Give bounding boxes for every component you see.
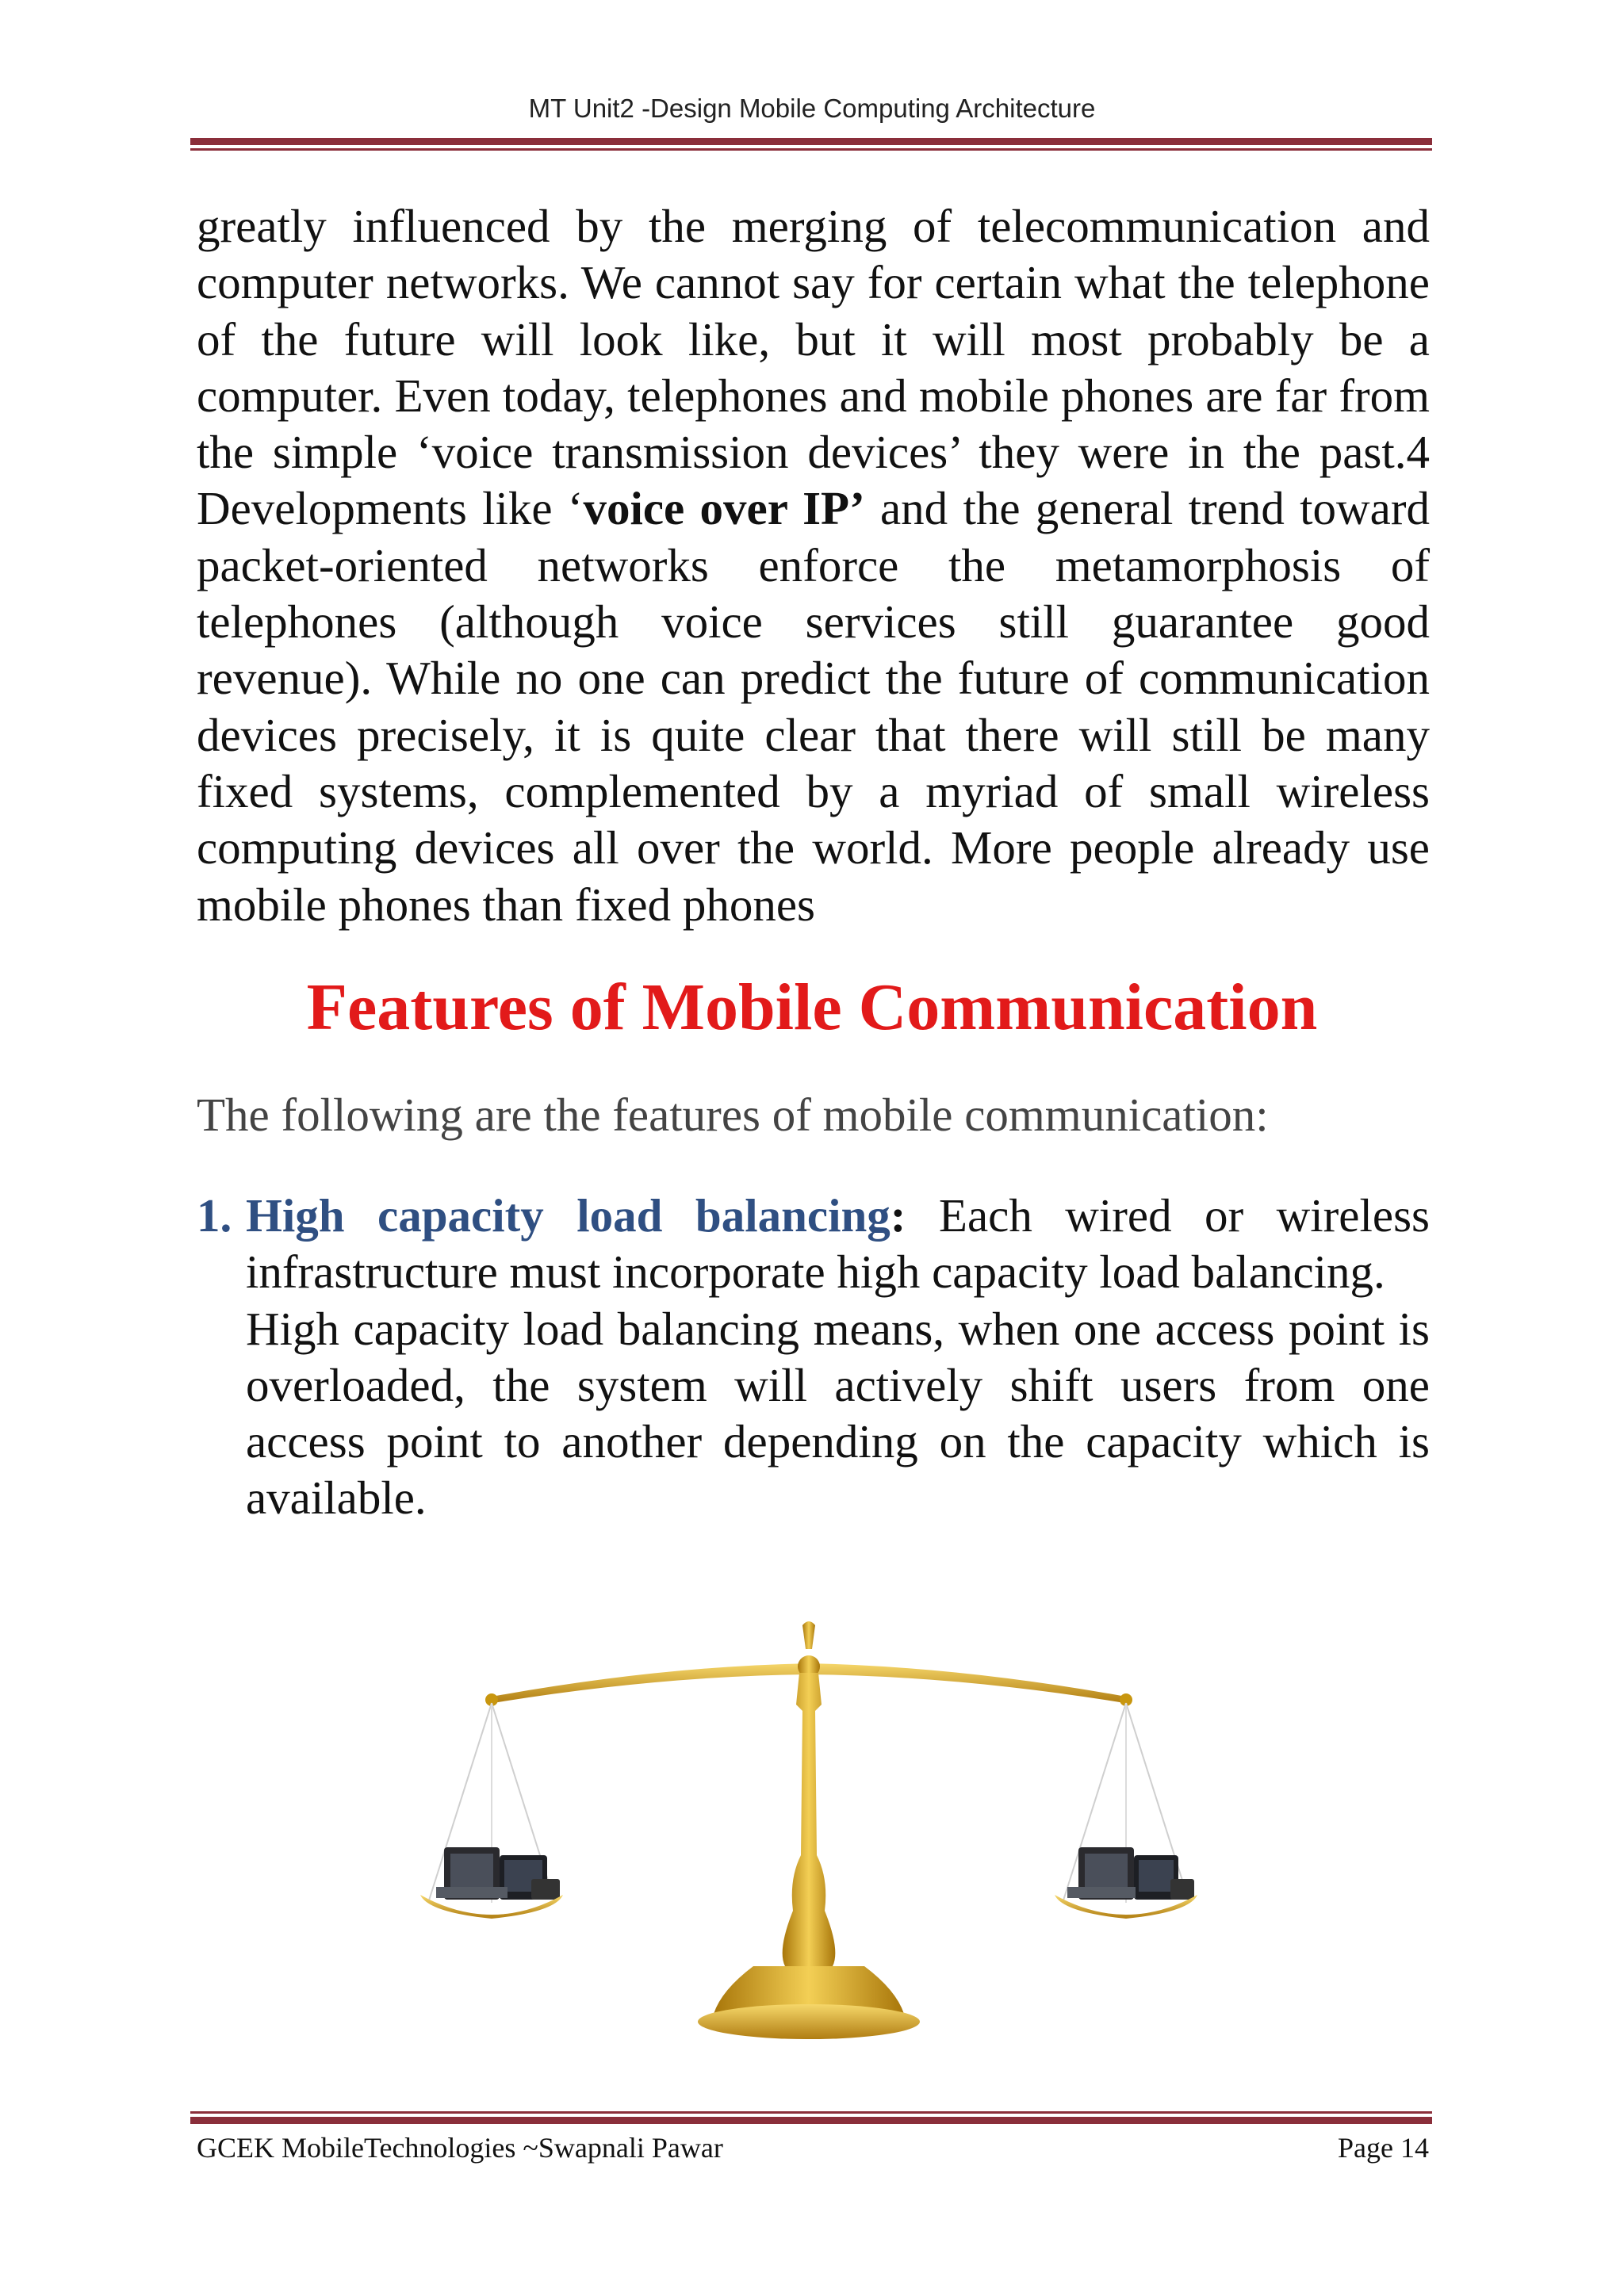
footer-rule-thin [190, 2111, 1432, 2114]
scale-base-foot [698, 2004, 920, 2039]
header-rule-thin [190, 148, 1432, 151]
feature-colon: : [890, 1189, 906, 1242]
feature-item [197, 1188, 1430, 1527]
section-heading: Features of Mobile Communication [306, 970, 1318, 1044]
feature-number: 1. [197, 1189, 232, 1242]
intro-text-part2: and the general trend toward packet-oriented networks enforce the metamorphosis of telephones (although voice services still guarantee good revenue). While no one can predict the future of communication devices precisely, it is quite clear that there will still be many fixed systems, complemented by a myriad of small wireless computing devices all over the world. More people already use mobile phones than fixed phones [197, 482, 1430, 931]
scale-finial [802, 1621, 815, 1649]
feature-lead [246, 1188, 1430, 1301]
intro-paragraph [197, 198, 1430, 933]
feature-term: High capacity load balancing [246, 1189, 891, 1242]
section-intro: The following are the features of mobile communication: [197, 1089, 1269, 1141]
page-number: Page 14 [1338, 2132, 1429, 2164]
balance-scale-image [420, 1617, 1197, 2061]
intro-text-part1: greatly influenced by the merging of telecommunication and computer networks. We cannot say for certain what the telephone of the future will look like, but it will most probably be a computer. Even today, telephones and mobile phones are far from the simple ‘voice transmission devices’ they were in the past.4 Developments like ‘ [197, 200, 1430, 535]
intro-text-bold: voice over IP’ [583, 482, 865, 535]
footer-rule-thick [190, 2117, 1432, 2124]
scale-column [783, 1673, 836, 1966]
header-rule-thick [190, 138, 1432, 145]
feature-detail: High capacity load balancing means, when one access point is overloaded, the system will actively shift users from one access point to another depending on the capacity which is available. [246, 1302, 1430, 1525]
header-title: MT Unit2 -Design Mobile Computing Architecture [528, 94, 1096, 123]
devices-right [1067, 1847, 1194, 1900]
feature-lead-text: Each wired or wireless infrastructure must incorporate high capacity load balancing. [246, 1189, 1430, 1299]
footer-author: GCEK MobileTechnologies ~Swapnali Pawar [197, 2132, 723, 2164]
feature-body [246, 1188, 1430, 1527]
devices-left [436, 1847, 560, 1900]
